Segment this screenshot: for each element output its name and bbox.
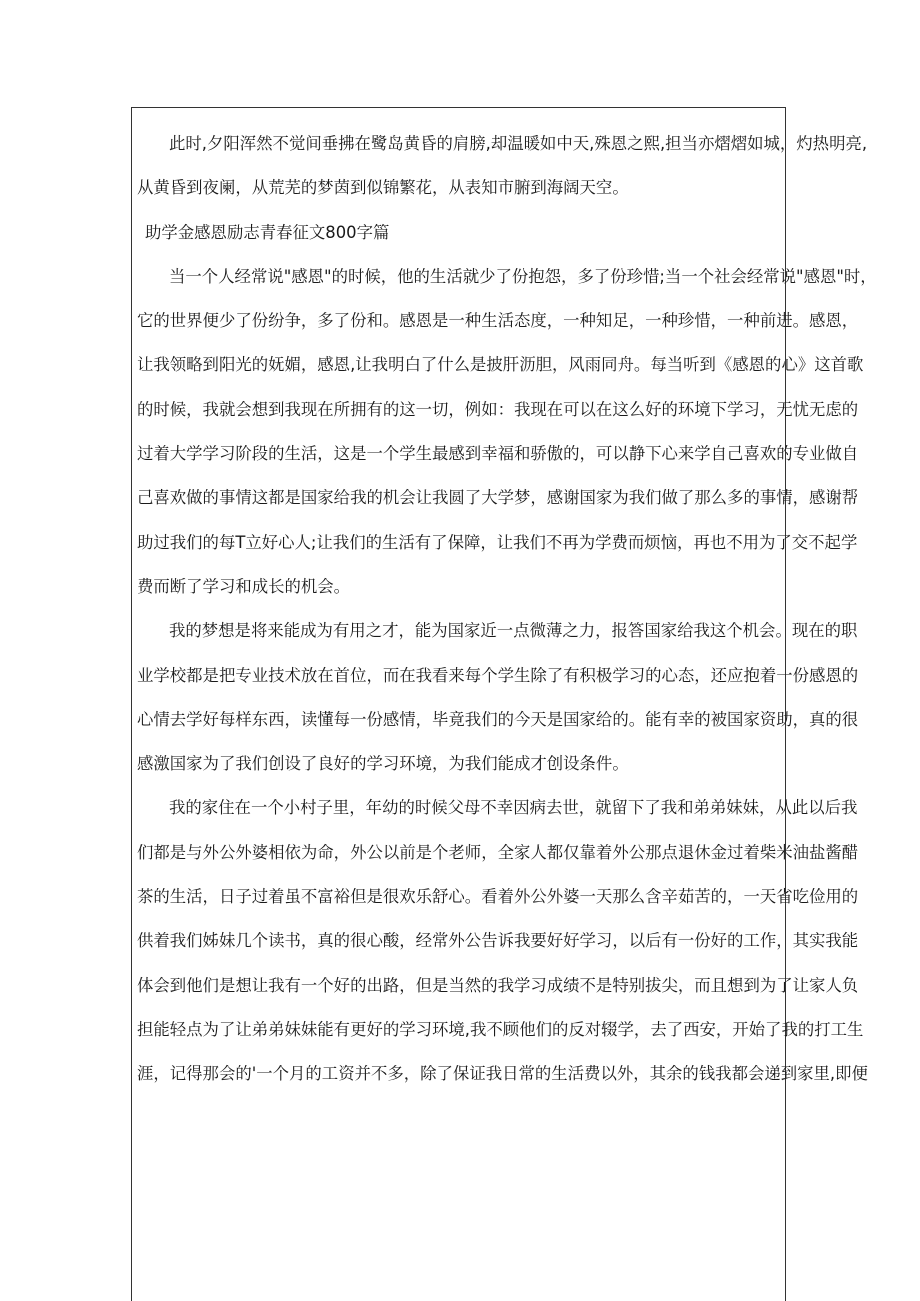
paragraph-line: 它的世界便少了份纷争，多了份和。感恩是一种生活态度，一种知足，一种珍惜，一种前进。感恩， [137,311,859,331]
paragraph-line: 当一个人经常说"感恩"的时候，他的生活就少了份抱怨，多了份珍惜;当一个社会经常说"感恩"时， [169,266,877,286]
paragraph-line: 涯，记得那会的'一个月的工资并不多，除了保证我日常的生活费以外，其余的钱我都会递到家里,即便 [137,1064,868,1084]
paragraph [137,609,859,786]
paragraph-line: 体会到他们是想让我有一个好的出路，但是当然的我学习成绩不是特别拔尖，而且想到为了让家人负 [137,975,859,995]
document-body [137,122,877,1097]
paragraph [137,122,868,211]
paragraph-line: 茶的生活，日子过着虽不富裕但是很欢乐舒心。看着外公外婆一天那么含辛茹苦的，一天省吃俭用的 [137,887,859,907]
paragraph-line: 己喜欢做的事情这都是国家给我的机会让我圆了大学梦，感谢国家为我们做了那么多的事情，感谢帮 [137,488,859,508]
paragraph-line: 此时,夕阳浑然不觉间垂拂在鹭岛黄昏的肩膀,却温暖如中天,殊恩之熙,担当亦熠熠如城，灼热明亮, [169,134,868,153]
paragraph-line: 感激国家为了我们创设了良好的学习环境，为我们能成才创设条件。 [137,754,629,774]
paragraph-line: 让我领略到阳光的妩媚，感恩,让我明白了什么是披肝沥胆，风雨同舟。每当听到《感恩的心》这首歌 [137,355,864,375]
section-title-text: 助学金感恩励志青春征文800字篇 [145,222,390,242]
section-title [137,211,785,255]
paragraph-line: 从黄昏到夜阑，从荒芜的梦茵到似锦繁花，从表知市腑到海阔天空。 [137,178,629,198]
paragraph-line: 的时候，我就会想到我现在所拥有的这一切，例如：我现在可以在这么好的环境下学习，无忧无虑的 [137,399,859,419]
paragraph-line: 过着大学学习阶段的生活，这是一个学生最感到幸福和骄傲的，可以静下心来学自己喜欢的专业做自 [137,444,859,464]
paragraph [137,255,877,609]
paragraph-line: 们都是与外公外婆相依为命，外公以前是个老师，全家人都仅靠着外公那点退休金过着柴米油盐酱醋 [137,842,859,862]
paragraph-line: 我的梦想是将来能成为有用之才，能为国家近一点微薄之力，报答国家给我这个机会。现在的职 [169,621,858,641]
paragraph [137,786,868,1096]
paragraph-line: 助过我们的每T立好心人;让我们的生活有了保障，让我们不再为学费而烦恼，再也不用为了交不起学 [137,532,858,552]
paragraph-line: 心情去学好每样东西，读懂每一份感情，毕竟我们的今天是国家给的。能有幸的被国家资助，真的很 [137,709,859,729]
paragraph-line: 我的家住在一个小村子里，年幼的时候父母不幸因病去世，就留下了我和弟弟妹妹，从此以后我 [169,798,858,818]
paragraph-line: 费而断了学习和成长的机会。 [137,576,351,596]
paragraph-line: 供着我们姊妹几个读书，真的很心酸，经常外公告诉我要好好学习，以后有一份好的工作，其实我能 [137,931,859,951]
paragraph-line: 业学校都是把专业技术放在首位，而在我看来每个学生除了有积极学习的心态，还应抱着一份感恩的 [137,665,859,685]
paragraph-line: 担能轻点为了让弟弟妹妹能有更好的学习环境,我不顾他们的反对辍学，去了西安，开始了我的打工生 [137,1019,864,1039]
